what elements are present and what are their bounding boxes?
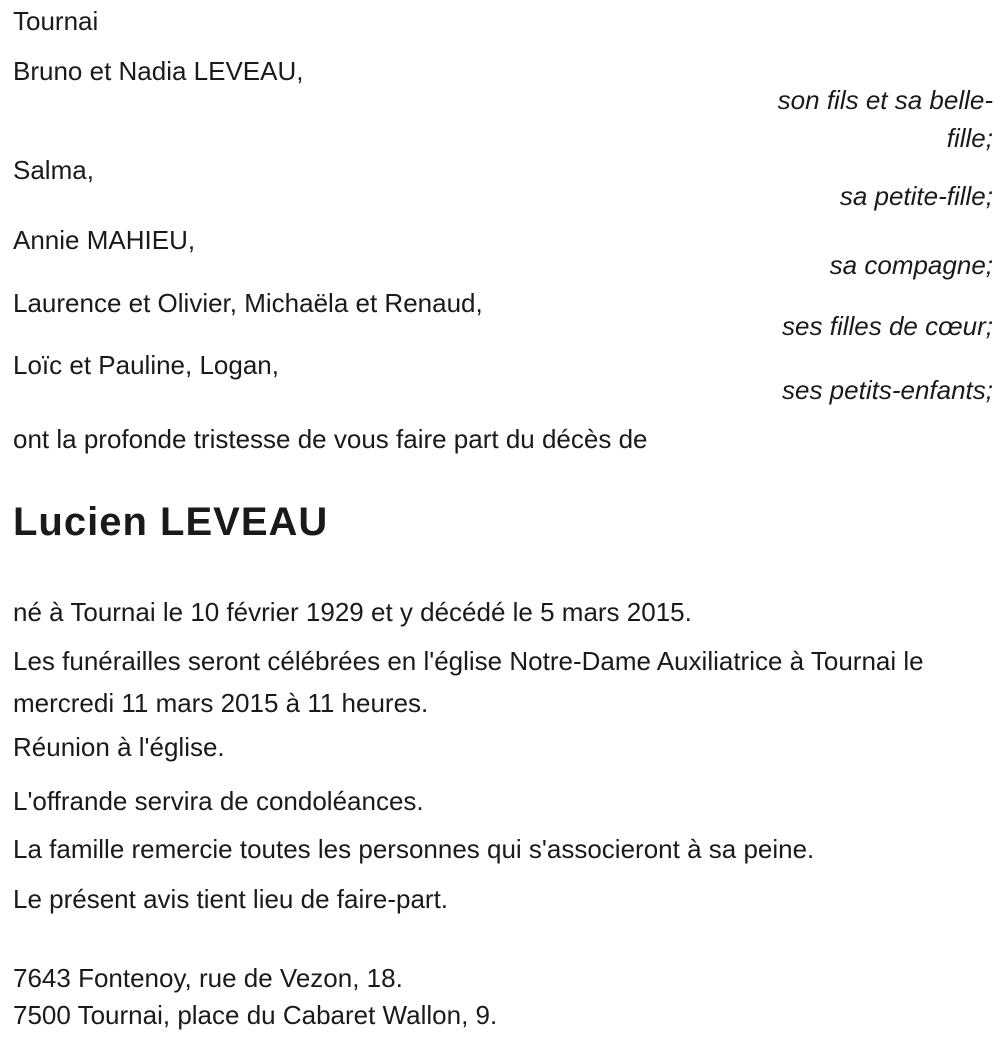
address-line: 7643 Fontenoy, rue de Vezon, 18. (13, 963, 403, 993)
family-names: Annie MAHIEU, (13, 225, 196, 255)
address-line: 7500 Tournai, place du Cabaret Wallon, 9. (13, 1000, 498, 1030)
city-line: Tournai (13, 6, 99, 36)
family-relation: ses petits-enfants; (782, 375, 993, 405)
notice-statement-line: Le présent avis tient lieu de faire-part. (13, 884, 449, 914)
deceased-name: Lucien LEVEAU (13, 500, 329, 544)
thanks-line: La famille remercie toutes les personnes qui s'associeront à sa peine. (13, 834, 815, 864)
offering-line: L'offrande servira de condoléances. (13, 786, 424, 816)
funeral-info-paragraph: Les funérailles seront célébrées en l'église Notre-Dame Auxiliatrice à Tournai le mercredi 11 mars 2015 à 11 heures. (13, 646, 924, 718)
family-names: Bruno et Nadia LEVEAU, (13, 56, 304, 86)
family-relation: sa compagne; (829, 250, 993, 280)
family-names: Loïc et Pauline, Logan, (13, 350, 279, 380)
life-dates-line: né à Tournai le 10 février 1929 et y décédé le 5 mars 2015. (13, 597, 692, 627)
family-relation: son fils et sa belle-fille; (777, 85, 993, 153)
meeting-line: Réunion à l'église. (13, 732, 225, 762)
family-names: Laurence et Olivier, Michaëla et Renaud, (13, 288, 483, 318)
family-relation: ses filles de cœur; (782, 311, 993, 341)
family-relation: sa petite-fille; (839, 181, 993, 211)
family-names: Salma, (13, 155, 94, 185)
announcement-line: ont la profonde tristesse de vous faire part du décès de (13, 424, 648, 454)
